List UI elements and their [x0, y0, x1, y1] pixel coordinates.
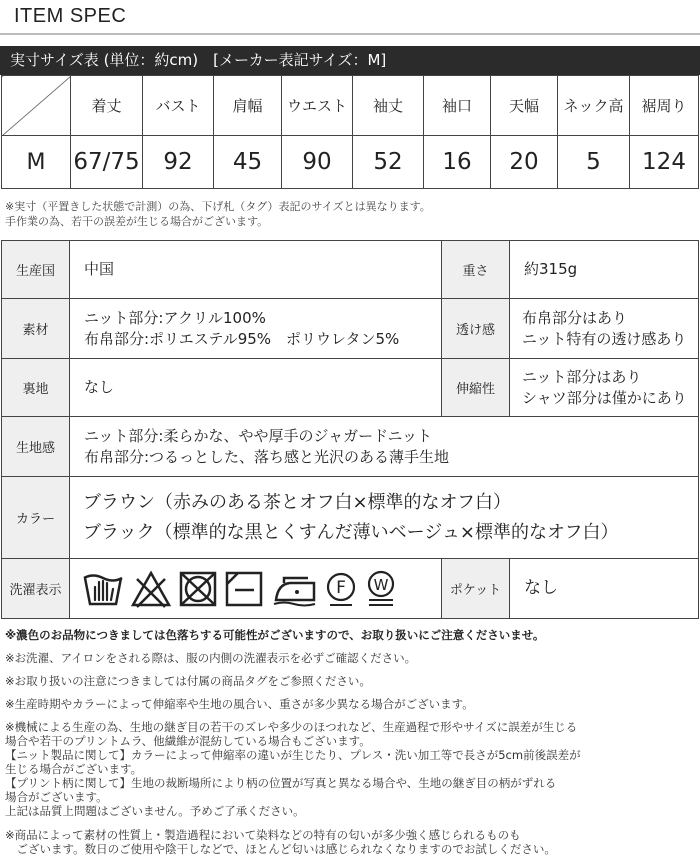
note-tag: ※お取り扱いの注意につきましては付属の商品タグをご参照ください。 — [5, 674, 371, 688]
size-column-header: 天幅 — [491, 76, 558, 136]
page-title: ITEM SPEC — [14, 5, 127, 27]
texture-value — [70, 417, 699, 477]
size-value: 16 — [424, 136, 491, 189]
lining-value: なし — [70, 359, 442, 417]
dry-clean-letter: F — [336, 577, 346, 598]
size-column-header: 袖口 — [424, 76, 491, 136]
note-quality: 上記は品質上問題はございません。予めご了承ください。 — [5, 804, 305, 818]
size-column-header: 着丈 — [71, 76, 143, 136]
size-note: ※実寸（平置きした状態で計測）の為、下げ札（タグ）表記のサイズとは異なります。 — [5, 200, 431, 213]
texture-line: ニット部分:柔らかな、やや厚手のジャガードニット — [84, 426, 432, 445]
header-divider — [0, 33, 700, 35]
size-table — [1, 75, 699, 189]
material-line: ニット部分:アクリル100% — [84, 308, 266, 327]
pocket-label: ポケット — [442, 559, 510, 619]
sheer-line: 布帛部分はあり — [522, 308, 628, 327]
size-column-header: ウエスト — [282, 76, 353, 136]
pocket-value: なし — [510, 559, 699, 619]
note-machine: ※機械による生産の為、生地の継ぎ目の若干のズレや多少のほつれなど、生産過程で形やサイズに誤差が生じる — [5, 720, 578, 734]
size-column-header: 裾周り — [630, 76, 699, 136]
sheer-line: ニット特有の透け感あり — [522, 329, 687, 348]
note-odor-cont: ございます。数日のご使用や陰干しなどで、ほとんど匂いは感じられなくなりますのでお試しください。 — [5, 842, 556, 856]
texture-label: 生地感 — [2, 417, 70, 477]
note-print: 【プリント柄に関して】生地の裁断場所により柄の位置が写真と異なる場合や、生地の継ぎ目の柄がずれる — [5, 776, 557, 790]
stretch-label: 伸縮性 — [442, 359, 510, 417]
color-value — [70, 477, 699, 559]
texture-line: 布帛部分:つるっとした、落ち感と光沢のある薄手生地 — [84, 447, 450, 466]
size-value: 90 — [282, 136, 353, 189]
spec-table — [1, 240, 699, 619]
dry-flat-shade-icon — [224, 570, 264, 608]
size-value: 45 — [214, 136, 282, 189]
care-label: 洗濯表示 — [2, 559, 70, 619]
hand-wash-icon — [82, 570, 124, 608]
color-label: カラー — [2, 477, 70, 559]
color-line: ブラウン（赤みのある茶とオフ白×標準的なオフ白） — [83, 491, 511, 513]
note-machine-cont: 場合や若干のプリントムラ、他繊維が混紡している場合もございます。 — [5, 734, 371, 748]
material-label: 素材 — [2, 299, 70, 359]
size-corner-cell — [2, 76, 71, 136]
iron-low-icon — [270, 570, 318, 608]
size-note: 手作業の為、若干の誤差が生じる場合がございます。 — [5, 215, 269, 228]
spec-row-care — [2, 559, 699, 619]
note-print-cont: 場合がございます。 — [5, 790, 108, 804]
dry-clean-f-icon — [324, 570, 358, 608]
weight-label: 重さ — [442, 241, 510, 299]
size-column-header: ネック高 — [558, 76, 630, 136]
no-bleach-icon — [130, 570, 172, 608]
spec-row-origin — [2, 241, 699, 299]
note-knit: 【ニット製品に関して】カラーによって伸縮率の違いが生じたり、プレス・洗い加工等で長さが5cm前後誤差が — [5, 748, 581, 762]
spec-row-lining — [2, 359, 699, 417]
stretch-line: ニット部分はあり — [522, 367, 642, 386]
no-tumble-dry-icon — [178, 570, 218, 608]
size-column-header: バスト — [143, 76, 214, 136]
size-value: 67/75 — [71, 136, 143, 189]
note-knit-cont: 生じる場合がございます。 — [5, 762, 143, 776]
size-table-caption: 実寸サイズ表 (単位：約cm) [メーカー表記サイズ：M] — [0, 46, 700, 75]
stretch-value — [510, 359, 699, 417]
note-variation: ※生産時期やカラーによって伸縮率や生地の風合い、重さが多少異なる場合がございます。 — [5, 697, 474, 711]
material-value — [70, 299, 442, 359]
spec-row-material — [2, 299, 699, 359]
wet-clean-w-icon — [364, 570, 398, 608]
stretch-line: シャツ部分は僅かにあり — [522, 388, 687, 407]
lining-label: 裏地 — [2, 359, 70, 417]
note-washing: ※お洗濯、アイロンをされる際は、服の内側の洗濯表示を必ずご確認ください。 — [5, 651, 417, 665]
sheer-value — [510, 299, 699, 359]
size-value: 124 — [630, 136, 699, 189]
note-odor: ※商品によって素材の性質上・製造過程において染料などの特有の匂いが多少強く感じられるものも — [5, 828, 521, 842]
color-line: ブラック（標準的な黒とくすんだ薄いベージュ×標準的なオフ白） — [83, 521, 619, 543]
spec-row-texture — [2, 417, 699, 477]
size-column-header: 肩幅 — [214, 76, 282, 136]
size-value: 52 — [353, 136, 424, 189]
material-line: 布帛部分:ポリエステル95% ポリウレタン5% — [84, 329, 400, 348]
care-symbols — [70, 559, 442, 619]
size-header-row — [2, 76, 699, 136]
weight-value: 約315g — [510, 241, 699, 299]
origin-value: 中国 — [70, 241, 442, 299]
size-label: M — [2, 136, 71, 189]
sheer-label: 透け感 — [442, 299, 510, 359]
size-value: 5 — [558, 136, 630, 189]
spec-row-color — [2, 477, 699, 559]
size-value: 20 — [491, 136, 558, 189]
note-dark-colors: ※濃色のお品物につきましては色落ちする可能性がございますので、お取り扱いにご注意くださいませ。 — [5, 628, 545, 642]
size-value: 92 — [143, 136, 214, 189]
size-column-header: 袖丈 — [353, 76, 424, 136]
origin-label: 生産国 — [2, 241, 70, 299]
wet-clean-letter: W — [373, 575, 389, 594]
size-row-m — [2, 136, 699, 189]
